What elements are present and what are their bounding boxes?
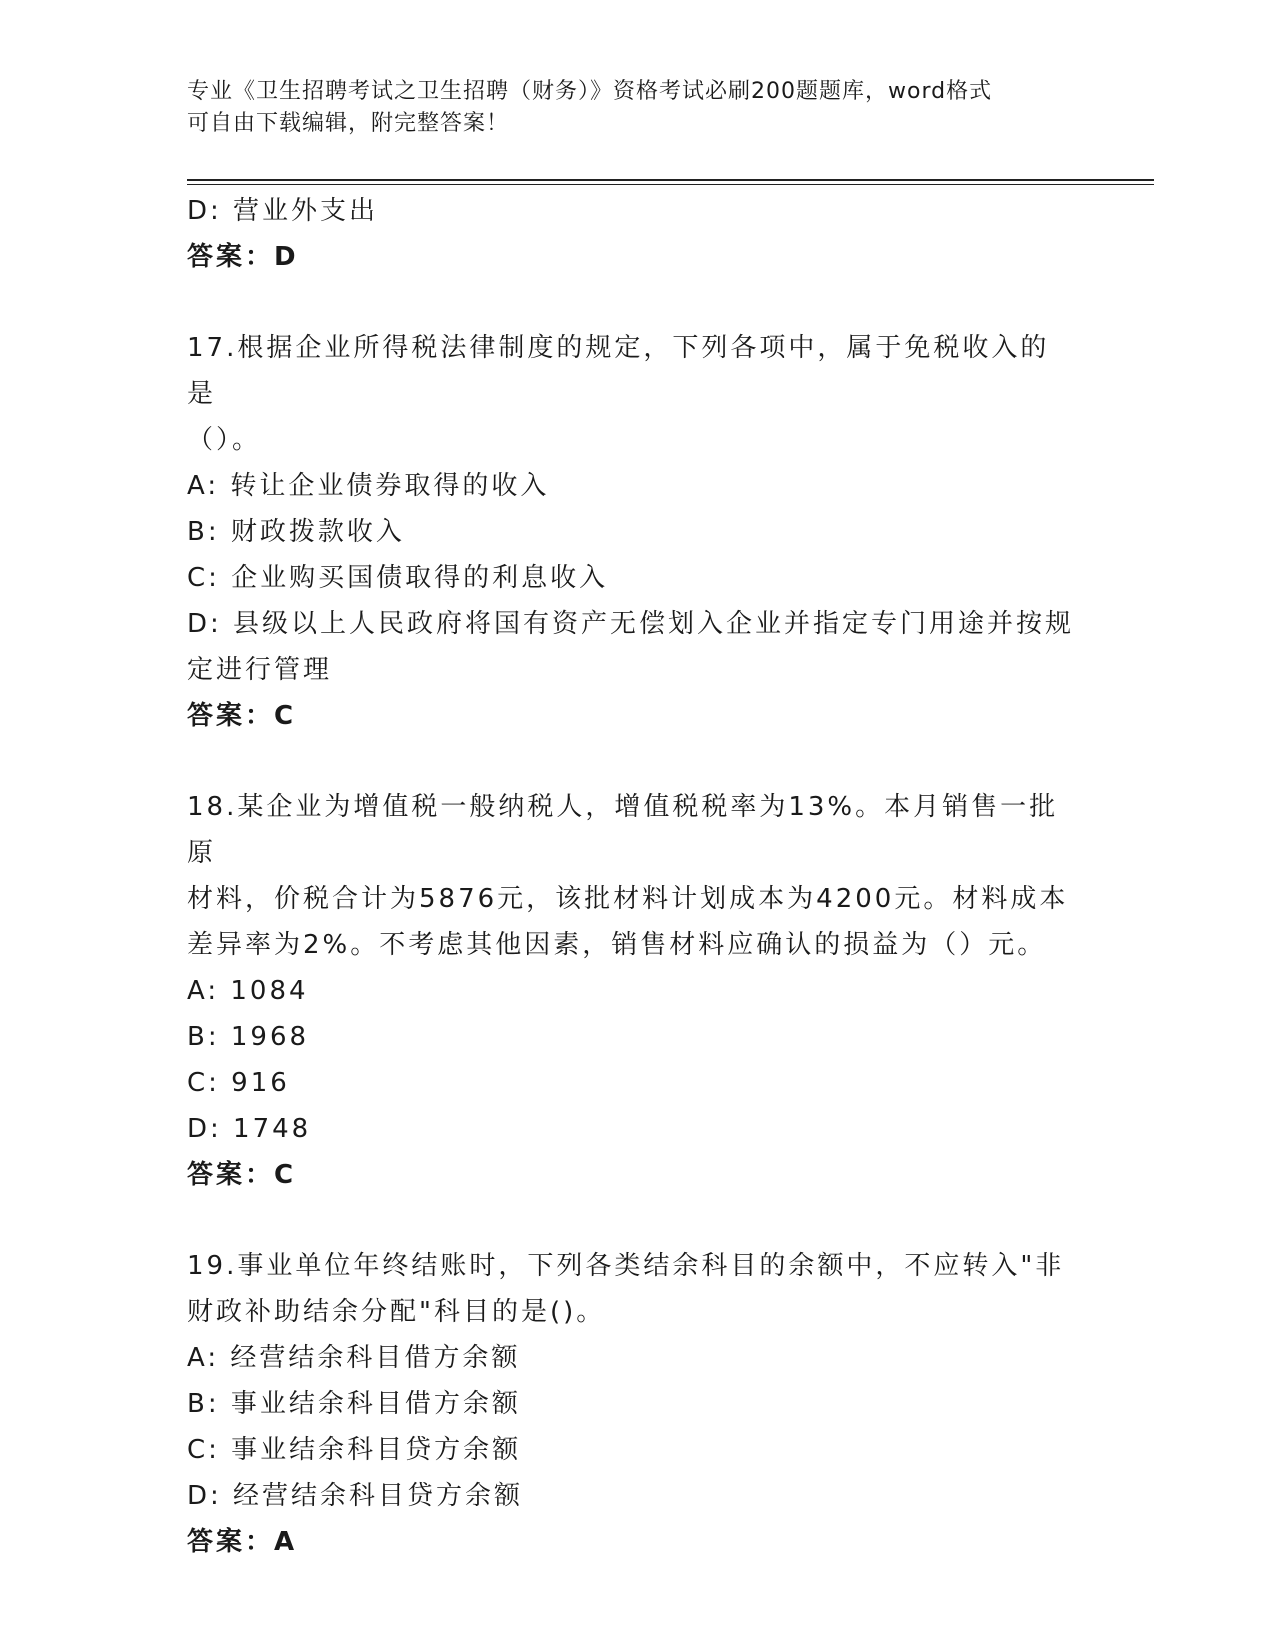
question-stem-cont: （）。	[187, 425, 262, 455]
question-stem-cont-2: 差异率为2%。不考虑其他因素，销售材料应确认的损益为（）元。	[187, 930, 1047, 960]
option-a: A: 转让企业债券取得的收入	[187, 471, 550, 501]
question-19	[187, 1243, 1077, 1565]
header-line-1: 专业《卫生招聘考试之卫生招聘（财务）》资格考试必刷200题题库，word格式	[187, 79, 993, 104]
option-b: B: 财政拨款收入	[187, 517, 405, 547]
question-stem: 17.根据企业所得税法律制度的规定，下列各项中，属于免税收入的是	[187, 333, 1050, 409]
answer-label: 答案：C	[187, 1160, 297, 1190]
option-d: D: 经营结余科目贷方余额	[187, 1481, 524, 1511]
header-line-2: 可自由下载编辑，附完整答案！	[187, 111, 510, 136]
document-body	[187, 188, 1077, 1565]
document-header	[187, 76, 1067, 140]
option-c: C: 事业结余科目贷方余额	[187, 1435, 522, 1465]
question-18	[187, 784, 1077, 1198]
answer-label: 答案：A	[187, 1527, 298, 1557]
option-d: D: 1748	[187, 1114, 312, 1144]
answer-label: 答案：D	[187, 242, 299, 272]
option-a: A: 经营结余科目借方余额	[187, 1343, 521, 1373]
question-stem-cont: 财政补助结余分配"科目的是()。	[187, 1297, 606, 1327]
header-divider-thick	[187, 179, 1154, 181]
question-stem-cont: 材料，价税合计为5876元，该批材料计划成本为4200元。材料成本	[187, 884, 1069, 914]
option-c: C: 企业购买国债取得的利息收入	[187, 563, 609, 593]
option-b: B: 事业结余科目借方余额	[187, 1389, 521, 1419]
question-17	[187, 325, 1077, 739]
question-stem: 19.事业单位年终结账时，下列各类结余科目的余额中，不应转入"非	[187, 1251, 1065, 1281]
option-d-cont: 定进行管理	[187, 655, 333, 685]
option-a: A: 1084	[187, 976, 309, 1006]
answer-label: 答案：C	[187, 701, 297, 731]
option-d: D: 营业外支出	[187, 196, 379, 226]
option-b: B: 1968	[187, 1022, 310, 1052]
option-c: C: 916	[187, 1068, 290, 1098]
option-d: D: 县级以上人民政府将国有资产无偿划入企业并指定专门用途并按规	[187, 609, 1075, 639]
header-divider-thin	[187, 184, 1154, 185]
question-16-tail	[187, 188, 1077, 280]
question-stem: 18.某企业为增值税一般纳税人，增值税税率为13%。本月销售一批原	[187, 792, 1059, 868]
